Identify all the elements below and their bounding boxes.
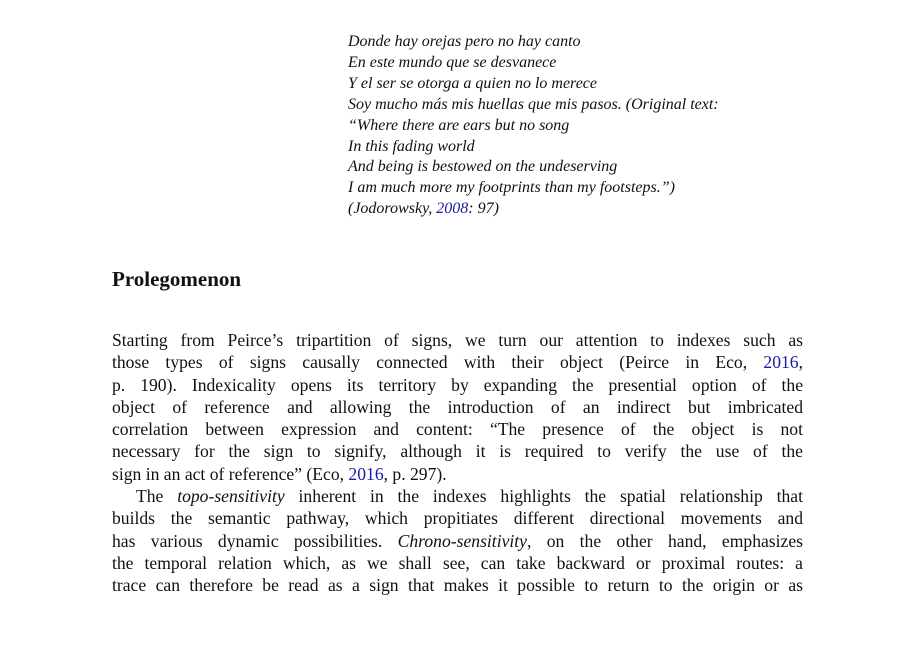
section-heading: Prolegomenon — [112, 267, 242, 291]
italic-term: topo-sensitivity — [177, 486, 285, 507]
text-run: In this fading world — [348, 137, 475, 155]
text-run: “Where there are ears but no song — [348, 116, 570, 134]
text-run: has various dynamic possibilities. — [112, 530, 398, 551]
text-run: (Jodorowsky, — [348, 200, 437, 218]
text-run: sign in an act of reference” (Eco, — [112, 463, 349, 484]
epigraph-line — [348, 178, 719, 199]
text-run: the temporal relation which, as we shall see, can take backward or proximal routes: a — [112, 552, 803, 573]
epigraph-line — [348, 74, 719, 95]
citation-link[interactable]: 2008 — [436, 200, 469, 218]
text-run: builds the semantic pathway, which propitiates different directional movements and — [112, 508, 803, 529]
epigraph-line — [348, 32, 719, 53]
text-run: necessary for the sign to signify, although it is required to verify the use of the — [112, 441, 803, 462]
text-run: trace can therefore be read as a sign that makes it possible to return to the origin or as — [112, 575, 803, 596]
epigraph-line — [348, 95, 719, 116]
citation-link[interactable]: 2016 — [348, 463, 384, 484]
italic-term: Chrono-sensitivity — [397, 530, 527, 551]
epigraph-line — [348, 116, 719, 137]
text-run: object of reference and allowing the introduction of an indirect but imbricated — [112, 396, 803, 417]
epigraph-line — [348, 199, 719, 220]
text-run: inherent in the indexes highlights the spatial relationship that — [284, 486, 803, 507]
text-run: And being is bestowed on the undeserving — [348, 158, 618, 176]
body-line — [112, 329, 803, 351]
text-run: p. 190). Indexicality opens its territory by expanding the presential option of the — [112, 374, 803, 395]
text-run: correlation between expression and content: “The presence of the object is not — [112, 419, 803, 440]
text-run: , p. 297). — [383, 463, 447, 484]
body-line — [112, 440, 803, 462]
body-line — [112, 463, 803, 485]
text-run: Y el ser se otorga a quien no lo merece — [348, 74, 597, 92]
body-line — [112, 351, 803, 373]
text-run: , on the other hand, emphasizes — [526, 530, 803, 551]
epigraph-line — [348, 53, 719, 74]
text-run: Starting from Peirce’s tripartition of signs, we turn our attention to indexes such as — [112, 330, 803, 350]
body-line — [112, 574, 803, 596]
body-line — [112, 485, 803, 507]
text-run: The — [136, 486, 178, 507]
body-line — [112, 507, 803, 529]
text-run: : 97) — [468, 200, 499, 218]
body-line — [112, 552, 803, 574]
body-line — [112, 374, 803, 396]
epigraph-line — [348, 157, 719, 178]
text-run: I am much more my footprints than my footsteps.”) — [348, 179, 675, 197]
citation-link[interactable]: 2016 — [763, 352, 799, 373]
body-line — [112, 396, 803, 418]
text-run: Soy mucho más mis huellas que mis pasos. (Original text: — [348, 95, 719, 113]
epigraph — [348, 32, 719, 220]
text-run: , — [798, 352, 803, 373]
text-run: Donde hay orejas pero no hay canto — [348, 33, 581, 50]
text-run: those types of signs causally connected with their object (Peirce in Eco, — [112, 352, 764, 373]
body-line — [112, 418, 803, 440]
body-text — [112, 329, 803, 597]
epigraph-line — [348, 137, 719, 158]
text-run: En este mundo que se desvanece — [348, 53, 557, 71]
body-line — [112, 530, 803, 552]
